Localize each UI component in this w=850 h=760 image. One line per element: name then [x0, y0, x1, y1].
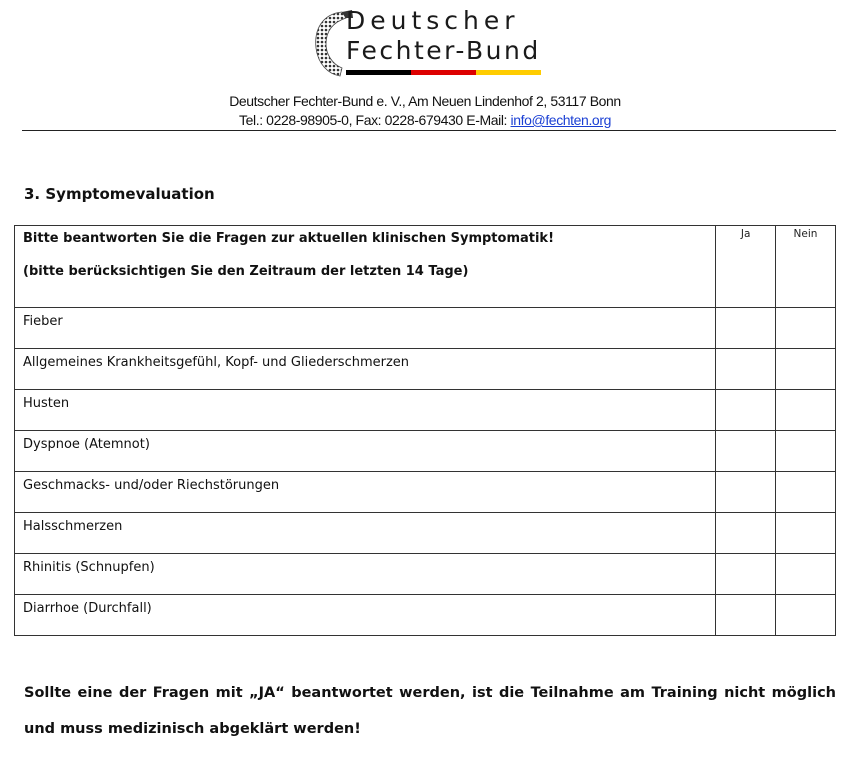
- logo-text-deutscher: Deutscher: [346, 6, 520, 35]
- table-row: [15, 431, 836, 472]
- symptom-label: Husten: [15, 390, 716, 431]
- flag-red: [411, 70, 476, 75]
- answer-no-cell[interactable]: [775, 349, 835, 390]
- flag-gold: [476, 70, 541, 75]
- question-instruction: Bitte beantworten Sie die Fragen zur aktuellen klinischen Symptomatik!: [23, 231, 555, 246]
- section-title: 3. Symptomevaluation: [24, 185, 215, 203]
- symptom-label: Diarrhoe (Durchfall): [15, 595, 716, 636]
- contact-line: [0, 112, 850, 128]
- answer-yes-cell[interactable]: [716, 554, 776, 595]
- symptom-label: Dyspnoe (Atemnot): [15, 431, 716, 472]
- answer-no-cell[interactable]: [775, 308, 835, 349]
- answer-yes-cell[interactable]: [716, 349, 776, 390]
- table-row: [15, 349, 836, 390]
- symptom-label: Allgemeines Krankheitsgefühl, Kopf- und Gliederschmerzen: [15, 349, 716, 390]
- header-divider: [22, 130, 836, 131]
- warning-note: Sollte eine der Fragen mit „JA“ beantwortet werden, ist die Teilnahme am Training nicht möglich und muss medizinisch abgeklärt werden!: [24, 685, 836, 737]
- symptom-label: Rhinitis (Schnupfen): [15, 554, 716, 595]
- logo-text-fechter-bund: Fechter-Bund: [346, 36, 541, 65]
- table-row: [15, 595, 836, 636]
- question-timeframe: (bitte berücksichtigen Sie den Zeitraum der letzten 14 Tage): [23, 264, 469, 279]
- answer-no-cell[interactable]: [775, 472, 835, 513]
- symptom-table: [14, 225, 836, 636]
- letterhead: [0, 0, 850, 135]
- question-header-cell: [15, 226, 716, 308]
- german-flag-stripe: [346, 70, 541, 75]
- table-row: [15, 513, 836, 554]
- address-line: Deutscher Fechter-Bund e. V., Am Neuen Lindenhof 2, 53117 Bonn: [229, 93, 621, 109]
- table-row: [15, 308, 836, 349]
- email-link[interactable]: info@fechten.org: [510, 112, 611, 128]
- answer-no-cell[interactable]: [775, 431, 835, 472]
- answer-yes-cell[interactable]: [716, 472, 776, 513]
- table-row: [15, 554, 836, 595]
- answer-yes-cell[interactable]: [716, 308, 776, 349]
- symptom-label: Geschmacks- und/oder Riechstörungen: [15, 472, 716, 513]
- answer-no-cell[interactable]: [775, 595, 835, 636]
- contact-phone-fax: Tel.: 0228-98905-0, Fax: 0228-679430 E-Mail:: [239, 112, 511, 128]
- answer-yes-cell[interactable]: [716, 595, 776, 636]
- table-row: [15, 472, 836, 513]
- answer-no-cell[interactable]: [775, 513, 835, 554]
- answer-no-cell[interactable]: [775, 390, 835, 431]
- answer-yes-cell[interactable]: [716, 513, 776, 554]
- symptom-label: Fieber: [15, 308, 716, 349]
- column-header-no: Nein: [775, 226, 835, 308]
- table-header-row: [15, 226, 836, 308]
- answer-no-cell[interactable]: [775, 554, 835, 595]
- symptom-label: Halsschmerzen: [15, 513, 716, 554]
- answer-yes-cell[interactable]: [716, 431, 776, 472]
- flag-black: [346, 70, 411, 75]
- table-row: [15, 390, 836, 431]
- answer-yes-cell[interactable]: [716, 390, 776, 431]
- column-header-yes: Ja: [716, 226, 776, 308]
